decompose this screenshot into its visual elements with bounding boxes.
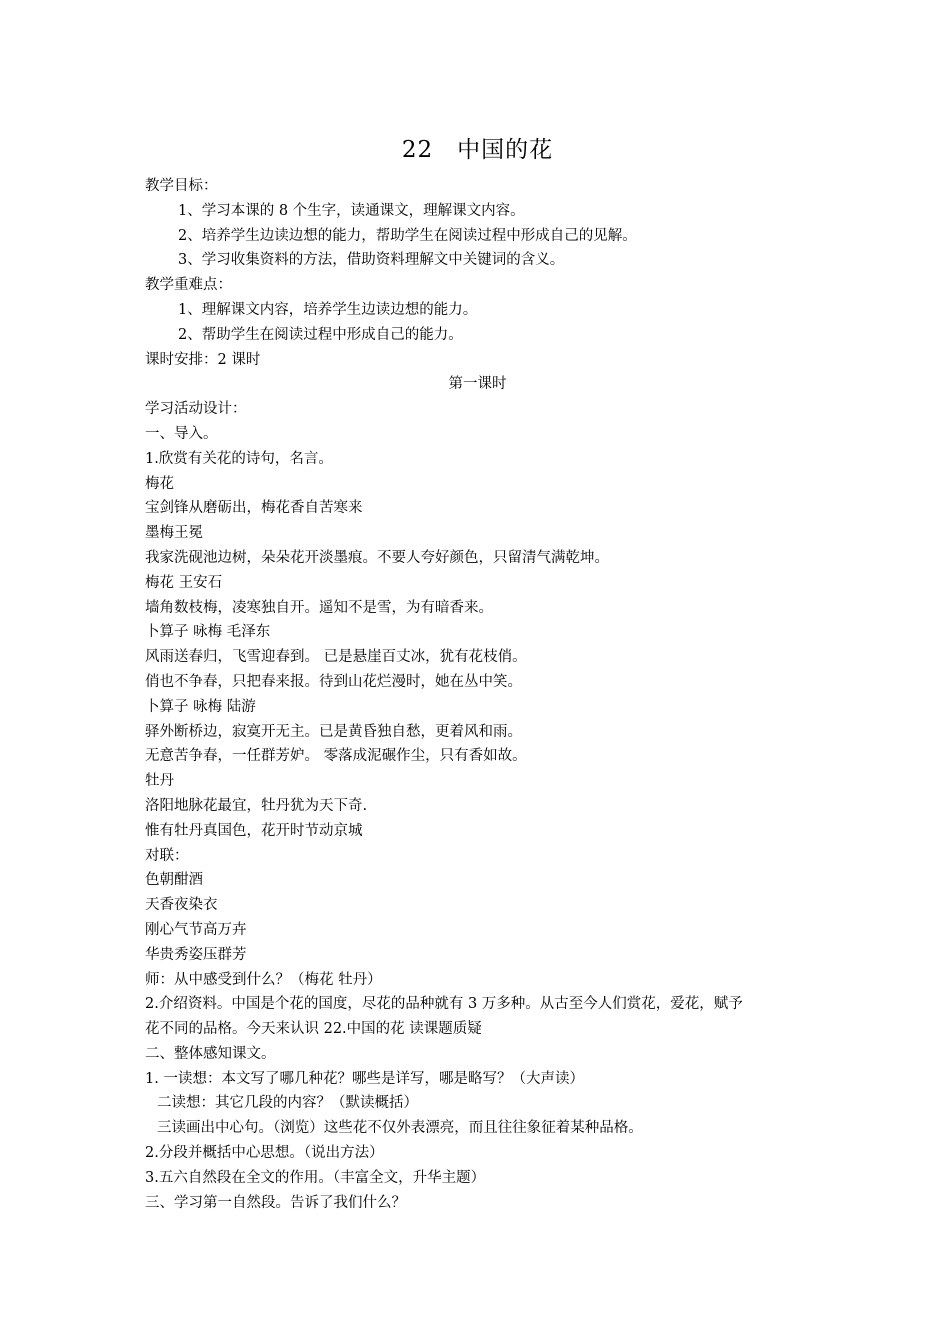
poem-line: 对联： xyxy=(145,847,189,864)
section-one-heading: 一、导入。 xyxy=(145,425,218,442)
poem-line: 天香夜染衣 xyxy=(145,897,218,914)
section-three-heading: 三、学习第一自然段。告诉了我们什么？ xyxy=(145,1194,406,1211)
poem-line: 梅花 王安石 xyxy=(145,574,223,591)
poem-line: 梅花 xyxy=(145,475,174,492)
poem-line: 惟有牡丹真国色，花开时节动京城 xyxy=(145,822,363,839)
objectives-heading: 教学目标： xyxy=(145,178,218,194)
objective-item: 2、培养学生边读边想的能力，帮助学生在阅读过程中形成自己的见解。 xyxy=(178,227,637,244)
section-two-line: 1. 一读想：本文写了哪几种花？哪些是详写，哪是略写？（大声读） xyxy=(145,1070,584,1087)
poem-line: 墨梅王冕 xyxy=(145,525,203,542)
section-one-item-two-cont: 花不同的品格。今天来认识 22.中国的花 读课题质疑 xyxy=(145,1021,482,1038)
section-one-item: 1.欣赏有关花的诗句，名言。 xyxy=(145,450,333,467)
section-two-line: 二读想：其它几段的内容？（默读概括） xyxy=(157,1095,418,1112)
poem-line: 墙角数枝梅，凌寒独自开。遥知不是雪，为有暗香来。 xyxy=(145,599,493,616)
lesson-heading: 第一课时 xyxy=(448,376,507,393)
document-page xyxy=(145,130,810,1215)
section-one-item-two: 2.介绍资料。中国是个花的国度，尽花的品种就有 3 万多种。从古至今人们赏花，爱花，赋予 xyxy=(145,996,743,1013)
poem-line: 卜算子 咏梅 陆游 xyxy=(145,698,256,715)
poem-line: 色朝酣酒 xyxy=(145,872,203,889)
poem-line: 牡丹 xyxy=(145,773,174,790)
activity-heading: 学习活动设计： xyxy=(145,401,247,418)
poem-line: 刚心气节高万卉 xyxy=(145,921,247,938)
poem-line: 华贵秀姿压群芳 xyxy=(145,946,247,963)
section-two-line: 2.分段并概括中心思想。（说出方法） xyxy=(145,1145,384,1162)
section-two-heading: 二、整体感知课文。 xyxy=(145,1045,276,1062)
objective-item: 3、学习收集资料的方法，借助资料理解文中关键词的含义。 xyxy=(178,252,565,269)
poem-line: 卜算子 咏梅 毛泽东 xyxy=(145,624,271,641)
document-title: 22 中国的花 xyxy=(401,137,554,163)
objective-item: 1、学习本课的 8 个生字，读通课文，理解课文内容。 xyxy=(178,202,525,219)
poem-line: 风雨送春归，飞雪迎春到。 已是悬崖百丈冰，犹有花枝俏。 xyxy=(145,649,527,666)
key-points-heading: 教学重难点： xyxy=(145,277,232,294)
poem-line: 驿外断桥边，寂寞开无主。已是黄昏独自愁，更着风和雨。 xyxy=(145,723,522,740)
poem-line: 无意苦争春，一任群芳妒。 零落成泥碾作尘，只有香如故。 xyxy=(145,748,527,765)
poem-line: 师：从中感受到什么？（梅花 牡丹） xyxy=(145,971,382,988)
poem-line: 宝剑锋从磨砺出，梅花香自苦寒来 xyxy=(145,500,363,517)
section-two-line: 三读画出中心句。（浏览）这些花不仅外表漂亮，而且往往象征着某种品格。 xyxy=(157,1120,643,1137)
key-point-item: 2、帮助学生在阅读过程中形成自己的能力。 xyxy=(178,326,463,343)
key-point-item: 1、理解课文内容，培养学生边读边想的能力。 xyxy=(178,301,478,318)
poem-line: 我家洗砚池边树，朵朵花开淡墨痕。不要人夸好颜色，只留清气满乾坤。 xyxy=(145,549,609,566)
schedule-text: 课时安排：2 课时 xyxy=(145,351,261,368)
poem-line: 洛阳地脉花最宜，牡丹犹为天下奇. xyxy=(145,797,368,814)
poem-line: 俏也不争春，只把春来报。待到山花烂漫时，她在丛中笑。 xyxy=(145,673,522,690)
section-two-line: 3.五六自然段在全文的作用。（丰富全文，升华主题） xyxy=(145,1169,486,1186)
